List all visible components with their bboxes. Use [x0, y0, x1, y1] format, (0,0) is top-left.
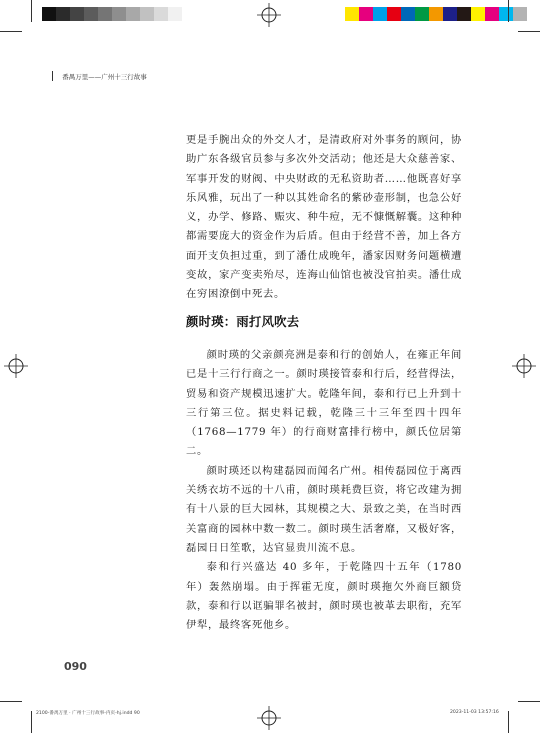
paragraph: 颜时瑛的父亲颜亮洲是泰和行的创始人，在雍正年间已是十三行行商之一。颜时瑛接管泰和行后，经营得法，贸易和资产规模迅速扩大。乾隆年间，泰和行已上升到十三行第三位。据史料记载，乾隆三十三年至四十四年（1768—1779 年）的行商财富排行榜中，颜氏位居第二。 — [186, 349, 462, 458]
color-swatch — [443, 7, 457, 21]
crop-mark — [508, 711, 509, 733]
color-swatch — [499, 7, 513, 21]
color-swatch — [387, 7, 401, 21]
color-swatch — [513, 7, 527, 21]
slug-timestamp: 2023-11-03 13:57:16 — [450, 710, 499, 715]
color-swatch — [429, 7, 443, 21]
crop-mark — [0, 31, 22, 32]
grayscale-color-bar — [42, 7, 182, 21]
color-swatch — [401, 7, 415, 21]
body-text-bottom — [186, 346, 462, 635]
registration-mark-right — [512, 354, 536, 378]
color-swatch — [457, 7, 471, 21]
registration-mark-top — [257, 3, 281, 27]
color-swatch — [359, 7, 373, 21]
gray-swatch — [84, 7, 98, 21]
running-head-rule — [52, 71, 53, 81]
gray-swatch — [70, 7, 84, 21]
section-heading: 颜时瑛：雨打风吹去 — [186, 315, 300, 329]
color-swatch — [345, 7, 359, 21]
running-head — [52, 71, 147, 81]
gray-swatch — [42, 7, 56, 21]
gray-swatch — [126, 7, 140, 21]
crop-mark — [508, 0, 509, 22]
crop-mark — [31, 711, 32, 733]
process-color-bar — [345, 7, 527, 21]
running-head-title: 番禺万里——广州十三行故事 — [62, 72, 147, 81]
gray-swatch — [140, 7, 154, 21]
gray-swatch — [168, 7, 182, 21]
paragraph: 泰和行兴盛达 40 多年，于乾隆四十五年（1780 年）轰然崩塌。由于挥霍无度，颜时瑛拖欠外商巨额贷款，泰和行以诓骗罪名被封，颜时瑛也被革去职衔，充军伊犁，最终客死他乡。 — [186, 561, 462, 632]
page-number: 090 — [64, 660, 87, 673]
crop-mark — [518, 31, 540, 32]
gray-swatch — [98, 7, 112, 21]
color-swatch — [415, 7, 429, 21]
color-swatch — [373, 7, 387, 21]
crop-mark — [31, 0, 32, 22]
gray-swatch — [56, 7, 70, 21]
gray-swatch — [112, 7, 126, 21]
crop-mark — [518, 701, 540, 702]
paragraph: 颜时瑛还以构建磊园而闻名广州。相传磊园位于离西关绣衣坊不远的十八甫，颜时瑛耗费巨资，将它改建为拥有十八景的巨大园林，其规模之大、景致之美，在当时西关富商的园林中数一数二。颜时瑛生活奢靡，又极好客，磊园日日笙歌，达官显贵川流不息。 — [186, 464, 462, 554]
crop-mark — [0, 701, 22, 702]
registration-mark-bottom — [257, 706, 281, 730]
slug-file-info: 2100-番禺万里 · 广州十三行故事-内页-hj.indd 90 — [36, 711, 140, 716]
color-swatch — [471, 7, 485, 21]
paragraph: 更是手腕出众的外交人才，是清政府对外事务的顾问，协助广东各级官员参与多次外交活动；他还是大众慈善家、军事开发的财阀、中央财政的无私资助者……他既喜好享乐风雅，玩出了一种以其姓命名的紫砂壶形制，也急公好义，办学、修路、赈灾、种牛痘，无不慷慨解囊。这种种都需要庞大的资金作为后盾。但由于经营不善，加上各方面开支负担过重，到了潘仕成晚年，潘家因财务问题横遭变故，家产变卖殆尽，连海山仙馆也被没官拍卖。潘仕成在穷困潦倒中死去。 — [186, 134, 462, 301]
body-text-top — [186, 131, 462, 305]
color-swatch — [485, 7, 499, 21]
gray-swatch — [154, 7, 168, 21]
registration-mark-left — [4, 354, 28, 378]
